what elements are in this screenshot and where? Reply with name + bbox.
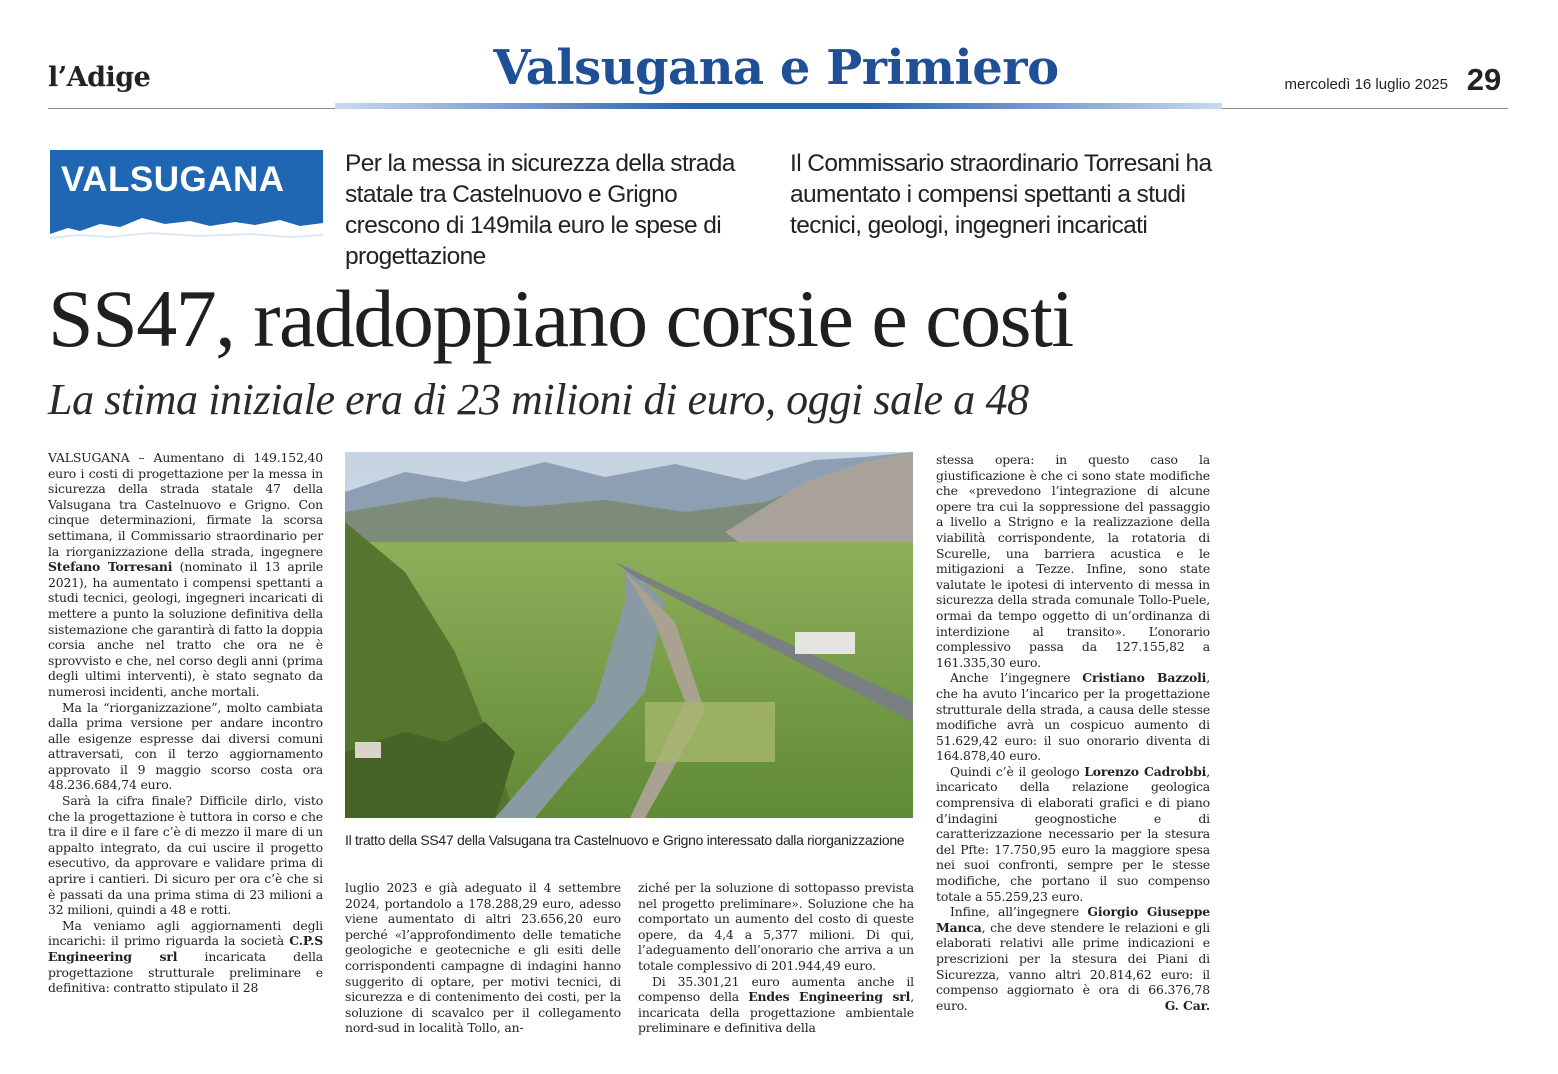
valley-landscape-image	[345, 452, 913, 818]
paragraph: luglio 2023 e già adeguato il 4 settembre 2024, portandolo a 178.288,29 euro, adesso viene aumentato di altri 23.656,20 euro perché «l’approfondimento delle tematiche geologiche e geotecniche e gli esiti delle corrispondenti campagne di indagini hanno suggerito di optare, per motivi tecnici, di sicurezza e di contenimento dei costi, per la soluzione di scavalco per il collegamento nord-sud in località Tollo, an-	[345, 880, 621, 1036]
company-name: C.P.S Engineering srl	[48, 933, 323, 964]
paragraph: VALSUGANA – Aumentano di 149.152,40 euro i costi di progettazione per la messa in sicurezza della strada statale 47 della Valsugana tra Castelnuovo e Grigno. Con cinque determinazioni, firmate la scorsa settimana, il Commissario straordinario per la riorganizzazione della strada, ingegnere Stefano Torresani (nominato il 13 aprile 2021), ha aumentato i compensi spettanti a studi tecnici, geologi, ingegneri incaricati di mettere a punto la soluzione definitiva della sistemazione che garantirà di fatto la doppia corsia anche nel tratto che ora ne è sprovvisto e che, nel corso degli anni (prima degli ultimi interventi), è stato segnato da numerosi incidenti, anche mortali.	[48, 450, 323, 699]
article-column-2	[345, 880, 621, 1036]
article-column-3	[638, 880, 914, 1036]
deck-left: Per la messa in sicurezza della strada statale tra Castelnuovo e Grigno crescono di 149mila euro le spese di progettazione	[345, 150, 735, 270]
subheadline: La stima iniziale era di 23 milioni di euro, oggi sale a 48	[48, 375, 1029, 424]
company-name: Endes Engineering srl	[748, 989, 911, 1005]
paragraph: Ma la “riorganizzazione”, molto cambiata dalla prima versione per andare incontro alle esigenze espresse dai diversi comuni attraversati, con il terzo aggiornamento approvato il 9 maggio scorso costa ora 48.236.684,74 euro.	[48, 699, 323, 793]
section-kicker	[50, 150, 323, 244]
section-rule	[335, 103, 1222, 109]
kicker-label: VALSUGANA	[61, 160, 285, 199]
person-name: Giorgio Giuseppe Manca	[936, 904, 1210, 935]
paragraph: Infine, all’ingegnere Giorgio Giuseppe Manca, che deve stendere le relazioni e gli elaborati relativi alle prime indicazioni e prescrizioni per la stesura dei Piani di Sicurezza, vanno altri 20.814,62 euro: il compenso aggiornato è ora di 66.376,78 euro. G. Car.	[936, 904, 1210, 1013]
paragraph: ziché per la soluzione di sottopasso prevista nel progetto preliminare». Soluzione che ha comportato un aumento del costo di queste opere, da 4,4 a 5,377 milioni. Di qui, l’adeguamento dell’onorario che arriva a un totale complessivo di 201.944,49 euro.	[638, 880, 914, 973]
mountain-silhouette-icon	[50, 204, 323, 244]
article-photo	[345, 452, 913, 818]
paragraph: Sarà la cifra finale? Difficile dirlo, visto che la progettazione è tuttora in corso e che tra il dire e il fare c’è di mezzo il mare di un appalto integrato, da cui uscire il progetto esecutivo, da approvare e validare prima di aprire i cantieri. Di sicuro per ora c’è che si è passati da una prima stima di 23 milioni a 32 milioni, quindi a 48 e rotti.	[48, 793, 323, 918]
person-name: Lorenzo Cadrobbi	[1084, 763, 1207, 779]
headline: SS47, raddoppiano corsie e costi	[48, 273, 1073, 364]
newspaper-brand: l’Adige	[48, 62, 151, 93]
article-column-4	[936, 452, 1210, 1013]
section-title: Valsugana e Primiero	[493, 40, 1059, 96]
author-signature: G. Car.	[1164, 997, 1210, 1013]
photo-caption: Il tratto della SS47 della Valsugana tra Castelnuovo e Grigno interessato dalla riorganizzazione	[345, 832, 905, 848]
deck-right: Il Commissario straordinario Torresani ha aumentato i compensi spettanti a studi tecnici, geologi, ingegneri incaricati	[790, 150, 1212, 239]
issue-date: mercoledì 16 luglio 2025	[1284, 76, 1448, 93]
paragraph: Di 35.301,21 euro aumenta anche il compenso della Endes Engineering srl, incaricata della progettazione ambientale preliminare e definitiva della	[638, 973, 915, 1036]
paragraph: Ma veniamo agli aggiornamenti degli incarichi: il primo riguarda la società C.P.S Engineering srl incaricata della progettazione strutturale preliminare e definitiva: contratto stipulato il 28	[48, 917, 323, 996]
paragraph: Quindi c’è il geologo Lorenzo Cadrobbi, incaricato della relazione geologica comprensiva di elaborati grafici e di piano d’indagini geognostiche e di caratterizzazione necessario per la stesura del Pfte: 17.750,95 euro la maggiore spesa nei suoi confronti, sempre per le stesse modifiche, che portano il suo compenso totale a 55.259,23 euro.	[936, 763, 1210, 904]
paragraph: Anche l’ingegnere Cristiano Bazzoli, che ha avuto l’incarico per la progettazione strutturale della strada, a causa delle stesse modifiche avrà un cospicuo aumento di 51.629,42 euro: il suo onorario diventa di 164.878,40 euro.	[936, 670, 1211, 764]
person-name: Stefano Torresani	[48, 559, 173, 575]
article-column-1	[48, 450, 323, 996]
page-number: 29	[1466, 62, 1502, 97]
paragraph: stessa opera: in questo caso la giustificazione è che ci sono state modifiche che «prevedono l’integrazione di alcune opere tra cui la soppressione del passaggio a livello a Strigno e la realizzazione della viabilità corrispondente, la rotatoria di Scurelle, una barriera acustica e le mitigazioni a Tezze. Infine, sono state valutate le ipotesi di intervento di messa in sicurezza della strada comunale Tollo-Puele, ormai da tempo oggetto di un’ordinanza di interdizione al transito». L’onorario complessivo passa da 127.155,82 a 161.335,30 euro.	[936, 452, 1210, 670]
person-name: Cristiano Bazzoli	[1082, 670, 1207, 686]
